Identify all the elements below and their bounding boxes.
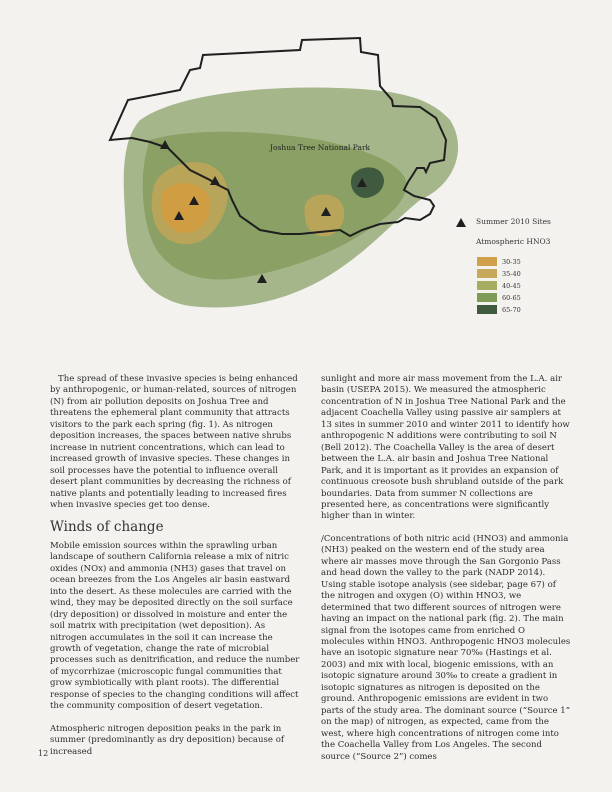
paragraph: Mobile emission sources within the sprawling urban landscape of southern California release a mix of nitric oxides (NOx) and ammonia (NH3) gases that travel on ocean breezes from the Los Angeles air basin eastward into the desert. As these molecules are carried with the wind, they may be deposited directly on the soil surface (dry deposition) or dissolved in moisture and enter the soil matrix with precipitation (wet deposition). As nitrogen accumulates in the soil it can increase the growth of vegetation, change the rate of microbial processes such as denitrification, and reduce the number of mycorrhizae (microscopic fungal communities that grow symbiotically with plant roots). The differential response of species to the changing conditions will affect the community composition of desert vegetation. <box>50 540 300 712</box>
legend-swatch <box>477 281 497 290</box>
sites-legend-label: Summer 2010 Sites <box>476 217 551 226</box>
text-column-left <box>50 374 304 758</box>
legend-label: 35-40 <box>502 269 521 278</box>
section-heading: Winds of change <box>50 519 164 536</box>
legend-label: 40-45 <box>502 281 521 290</box>
legend-swatch <box>477 269 497 278</box>
park-name-label: Joshua Tree National Park <box>270 143 371 152</box>
legend <box>477 256 521 316</box>
paragraph: Atmospheric nitrogen deposition peaks in the park in summer (predominantly as dry deposition) because of increased <box>50 723 285 757</box>
legend-item <box>477 280 521 291</box>
legend-label: 60-65 <box>502 293 521 302</box>
paragraph: sunlight and more air mass movement from the L.A. air basin (USEPA 2015). We measured the atmospheric concentration of N in Joshua Tree National Park and the adjacent Coachella Valley using passive air samplers at 13 sites in summer 2010 and winter 2011 to identify how anthropogenic N additions were contributing to soil N (Bell 2012). The Coachella Valley is the area of desert between the L.A. air basin and Joshua Tree National Park, and it is important as it provides an expansion of continuous creosote bush shrubland outside of the park boundaries. Data from summer N collections are presented here, as concentrations were significantly higher than in winter. <box>321 374 570 522</box>
legend-swatch <box>477 257 497 266</box>
text-column-right <box>321 374 571 763</box>
legend-item <box>477 268 521 279</box>
legend-item <box>477 292 521 303</box>
triangle-icon <box>456 218 466 227</box>
page-number: 12 <box>38 749 49 758</box>
legend-item <box>477 256 521 267</box>
legend-label: 30-35 <box>502 257 521 266</box>
legend-label: 65-70 <box>502 305 521 314</box>
legend-swatch <box>477 305 497 314</box>
legend-swatch <box>477 293 497 302</box>
legend-item <box>477 304 521 315</box>
paragraph: /Concentrations of both nitric acid (HNO3) and ammonia (NH3) peaked on the western end of the study area where air masses move through the San Gorgonio Pass and head down the valley to the park (NADP 2014). Using stable isotope analysis (see sidebar, page 67) of the nitrogen and oxygen (O) within HNO3, we determined that two different sources of nitrogen were having an impact on the national park (fig. 2). The main signal from the isotopes came from enriched O molecules within HNO3. Anthropogenic HNO3 molecules have an isotopic signature near 70‰ (Hastings et al. 2003) and mix with local, biogenic emissions, with an isotopic signature around 30‰ to create a gradient in isotopic signatures as nitrogen is deposited on the ground. Anthropogenic emissions are evident in two parts of the study area. The dominant source (“Source 1” on the map) of nitrogen, as expected, came from the west, where high concentrations of nitrogen come into the Coachella Valley from Los Angeles. The second source (“Source 2”) comes <box>321 533 571 762</box>
legend-title: Atmospheric HNO3 <box>476 237 551 246</box>
paragraph: The spread of these invasive species is being enhanced by anthropogenic, or human-related, sources of nitrogen (N) from air pollution deposits on Joshua Tree and threatens the ephemeral plant community that attracts visitors to the park each spring (fig. 1). As nitrogen deposition increases, the spaces between native shrubs increase in nutrient concentrations, which can lead to increased growth of invasive species. These changes in soil processes have the potential to influence overall desert plant communities by decreasing the richness of native plants and potentially leading to increased fires when invasive species get too dense. <box>50 374 298 510</box>
